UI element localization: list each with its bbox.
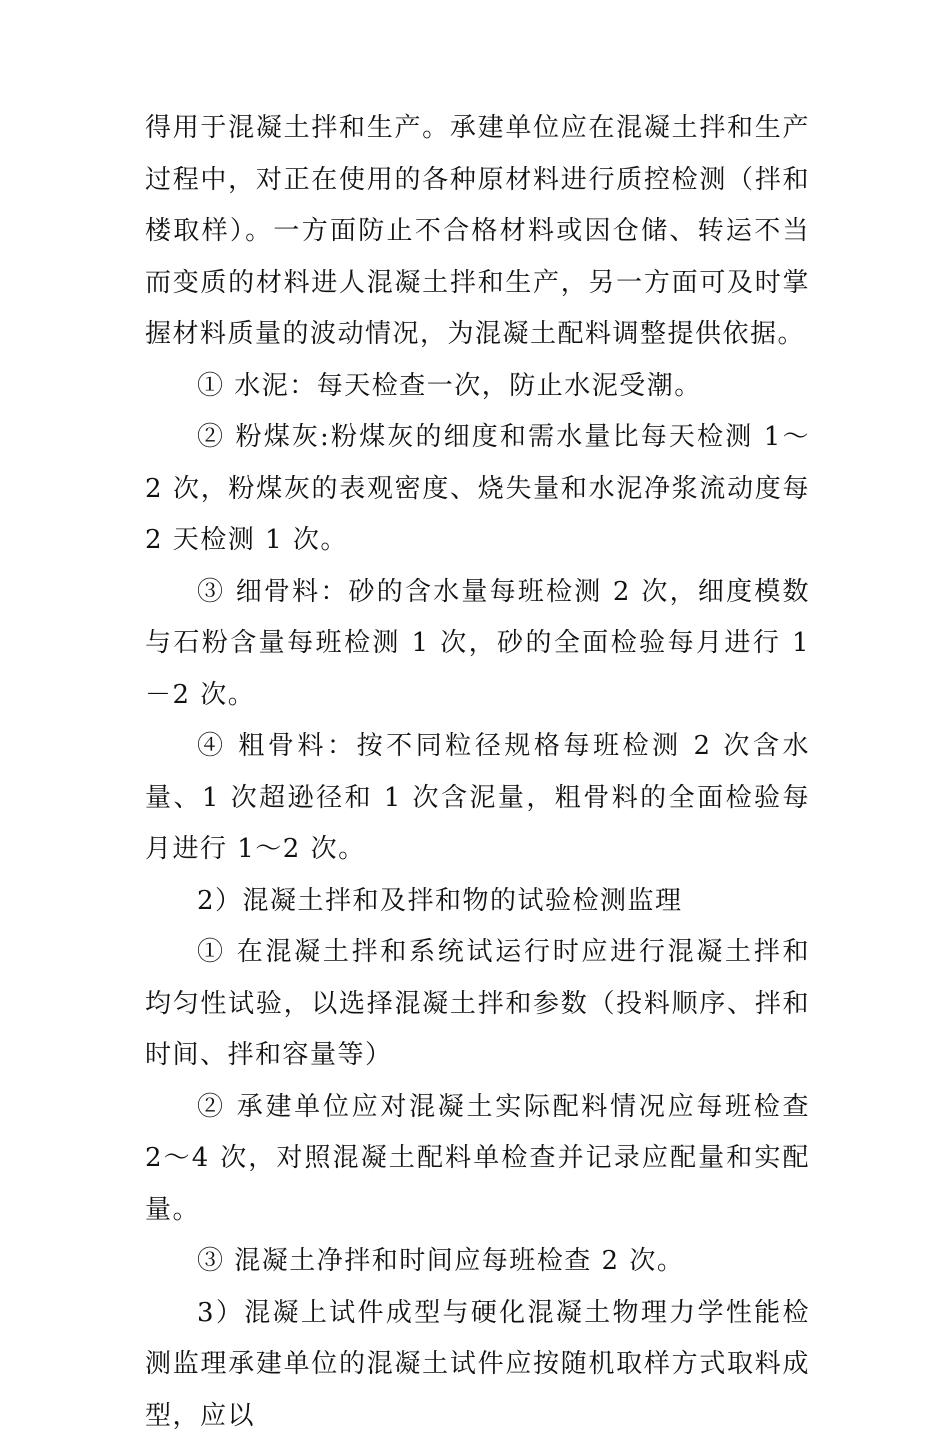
paragraph-cement: ① 水泥：每天检查一次，防止水泥受潮。 bbox=[145, 361, 810, 413]
document-body bbox=[145, 103, 810, 1442]
paragraph-fly-ash: ② 粉煤灰:粉煤灰的细度和需水量比每天检测 1～2 次，粉煤灰的表观密度、烧失量和水泥净浆流动度每 2 天检测 1 次。 bbox=[145, 412, 810, 567]
paragraph-mixing-uniformity: ① 在混凝土拌和系统试运行时应进行混凝土拌和均匀性试验，以选择混凝土拌和参数（投料顺序、拌和时间、拌和容量等） bbox=[145, 927, 810, 1082]
paragraph-material-qc: 得用于混凝土拌和生产。承建单位应在混凝土拌和生产过程中，对正在使用的各种原材料进行质控检测（拌和楼取样）。一方面防止不合格材料或因仓储、转运不当而变质的材料进人混凝土拌和生产，另一方面可及时掌握材料质量的波动情况，为混凝土配料调整提供依据。 bbox=[145, 103, 810, 361]
paragraph-batching-check: ② 承建单位应对混凝土实际配料情况应每班检查 2～4 次，对照混凝土配料单检查并记录应配量和实配量。 bbox=[145, 1082, 810, 1237]
paragraph-specimen-molding: 3）混凝上试件成型与硬化混凝土物理力学性能检测监理承建单位的混凝土试件应按随机取样方式取料成型，应以 bbox=[145, 1288, 810, 1442]
paragraph-coarse-aggregate: ④ 粗骨料：按不同粒径规格每班检测 2 次含水量、1 次超逊径和 1 次含泥量，粗骨料的全面检验每月进行 1～2 次。 bbox=[145, 721, 810, 876]
section-heading-mixing: 2）混凝土拌和及拌和物的试验检测监理 bbox=[145, 876, 810, 928]
paragraph-fine-aggregate: ③ 细骨料：砂的含水量每班检测 2 次，细度模数与石粉含量每班检测 1 次，砂的全面检验每月进行 1－2 次。 bbox=[145, 567, 810, 722]
paragraph-mixing-time: ③ 混凝土净拌和时间应每班检查 2 次。 bbox=[145, 1236, 810, 1288]
